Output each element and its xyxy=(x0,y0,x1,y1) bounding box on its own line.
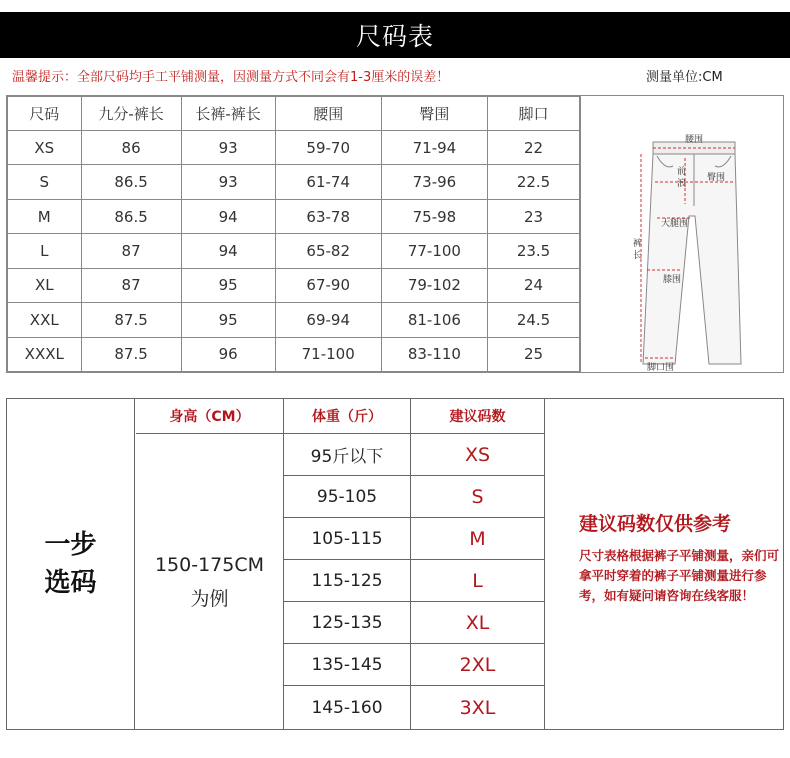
one-step-label: 一步 选码 xyxy=(7,399,135,729)
size-cell: 87.5 xyxy=(81,337,181,371)
size-row xyxy=(8,234,580,268)
size-cell: 96 xyxy=(181,337,275,371)
size-cell: 87.5 xyxy=(81,303,181,337)
weight-size-rows xyxy=(284,434,545,729)
size-recommendation xyxy=(6,398,784,730)
weight-value: 105-115 xyxy=(284,518,411,559)
size-cell: 81-106 xyxy=(381,303,487,337)
weight-value: 135-145 xyxy=(284,644,411,685)
size-cell: 22 xyxy=(488,131,580,165)
height-range: 150-175CM 为例 xyxy=(136,434,284,729)
size-cell: 23.5 xyxy=(488,234,580,268)
size-cell: 86 xyxy=(81,131,181,165)
diagram-thigh-label: 大腿围 xyxy=(661,219,689,229)
diagram-front-rise-label: 前 xyxy=(677,167,687,177)
weight-value: 95斤以下 xyxy=(284,434,411,475)
size-row xyxy=(8,199,580,233)
size-table xyxy=(7,96,580,372)
size-cell: 94 xyxy=(181,234,275,268)
size-cell: XXL xyxy=(8,303,82,337)
weight-value: 125-135 xyxy=(284,602,411,643)
weight-header: 体重（斤） xyxy=(284,399,411,434)
size-cell: 87 xyxy=(81,234,181,268)
weight-size-row xyxy=(284,686,545,729)
size-cell: 95 xyxy=(181,303,275,337)
recommendation-note xyxy=(579,509,779,606)
weight-value: 145-160 xyxy=(284,686,411,729)
weight-size-row xyxy=(284,560,545,602)
size-chart xyxy=(6,95,784,373)
diagram-waist-label: 腰围 xyxy=(685,135,704,145)
recommended-size: S xyxy=(411,476,545,517)
diagram-hem-label: 脚口围 xyxy=(647,363,675,372)
size-cell: XL xyxy=(8,268,82,302)
size-cell: 23 xyxy=(488,199,580,233)
page-title: 尺码表 xyxy=(0,12,790,58)
size-cell: 59-70 xyxy=(275,131,381,165)
size-cell: 61-74 xyxy=(275,165,381,199)
weight-size-row xyxy=(284,476,545,518)
size-row xyxy=(8,165,580,199)
size-cell: XS xyxy=(8,131,82,165)
weight-value: 115-125 xyxy=(284,560,411,601)
size-header: 建议码数 xyxy=(411,399,545,434)
size-cell: 93 xyxy=(181,165,275,199)
size-cell: 67-90 xyxy=(275,268,381,302)
size-col-header: 尺码 xyxy=(8,97,82,131)
size-col-header: 腰围 xyxy=(275,97,381,131)
svg-text:浪: 浪 xyxy=(677,179,687,189)
diagram-length-label: 裤 xyxy=(633,239,643,249)
diagram-hip-label: 臀围 xyxy=(707,173,726,183)
size-col-header: 九分-裤长 xyxy=(81,97,181,131)
size-col-header: 长裤-裤长 xyxy=(181,97,275,131)
measure-unit: 测量单位:CM xyxy=(646,70,723,85)
size-cell: 94 xyxy=(181,199,275,233)
warm-tip: 温馨提示：全部尺码均手工平铺测量，因测量方式不同会有1-3厘米的误差！ xyxy=(12,70,450,85)
size-cell: 73-96 xyxy=(381,165,487,199)
diagram-knee-label: 膝围 xyxy=(663,275,682,285)
size-row xyxy=(8,131,580,165)
size-cell: 22.5 xyxy=(488,165,580,199)
recommended-size: XS xyxy=(411,434,545,475)
size-cell: 77-100 xyxy=(381,234,487,268)
size-cell: 93 xyxy=(181,131,275,165)
size-cell: 86.5 xyxy=(81,165,181,199)
note-body: 尺寸表格根据裤子平铺测量，亲们可拿平时穿着的裤子平铺测量进行参考，如有疑问请咨询在线客服！ xyxy=(579,548,780,603)
size-cell: 65-82 xyxy=(275,234,381,268)
size-cell: M xyxy=(8,199,82,233)
pants-icon xyxy=(581,96,785,372)
size-cell: 71-94 xyxy=(381,131,487,165)
recommended-size: XL xyxy=(411,602,545,643)
recommended-size: M xyxy=(411,518,545,559)
size-col-header: 臀围 xyxy=(381,97,487,131)
weight-value: 95-105 xyxy=(284,476,411,517)
size-cell: XXXL xyxy=(8,337,82,371)
size-cell: 87 xyxy=(81,268,181,302)
size-row xyxy=(8,337,580,371)
weight-size-row xyxy=(284,434,545,476)
size-cell: 79-102 xyxy=(381,268,487,302)
size-col-header: 脚口 xyxy=(488,97,580,131)
size-cell: 25 xyxy=(488,337,580,371)
size-cell: 71-100 xyxy=(275,337,381,371)
size-cell: 75-98 xyxy=(381,199,487,233)
size-cell: 63-78 xyxy=(275,199,381,233)
size-cell: S xyxy=(8,165,82,199)
weight-size-row xyxy=(284,518,545,560)
size-cell: 83-110 xyxy=(381,337,487,371)
note-heading: 建议码数仅供参考 xyxy=(579,513,732,535)
pants-diagram xyxy=(580,96,784,372)
size-row xyxy=(8,303,580,337)
height-header: 身高（CM） xyxy=(136,399,284,434)
weight-size-row xyxy=(284,644,545,686)
size-cell: 24.5 xyxy=(488,303,580,337)
recommended-size: 2XL xyxy=(411,644,545,685)
size-row xyxy=(8,268,580,302)
recommended-size: L xyxy=(411,560,545,601)
size-cell: 95 xyxy=(181,268,275,302)
weight-size-row xyxy=(284,602,545,644)
svg-text:长: 长 xyxy=(633,251,643,261)
size-cell: L xyxy=(8,234,82,268)
size-cell: 69-94 xyxy=(275,303,381,337)
size-cell: 24 xyxy=(488,268,580,302)
size-cell: 86.5 xyxy=(81,199,181,233)
recommended-size: 3XL xyxy=(411,686,545,729)
